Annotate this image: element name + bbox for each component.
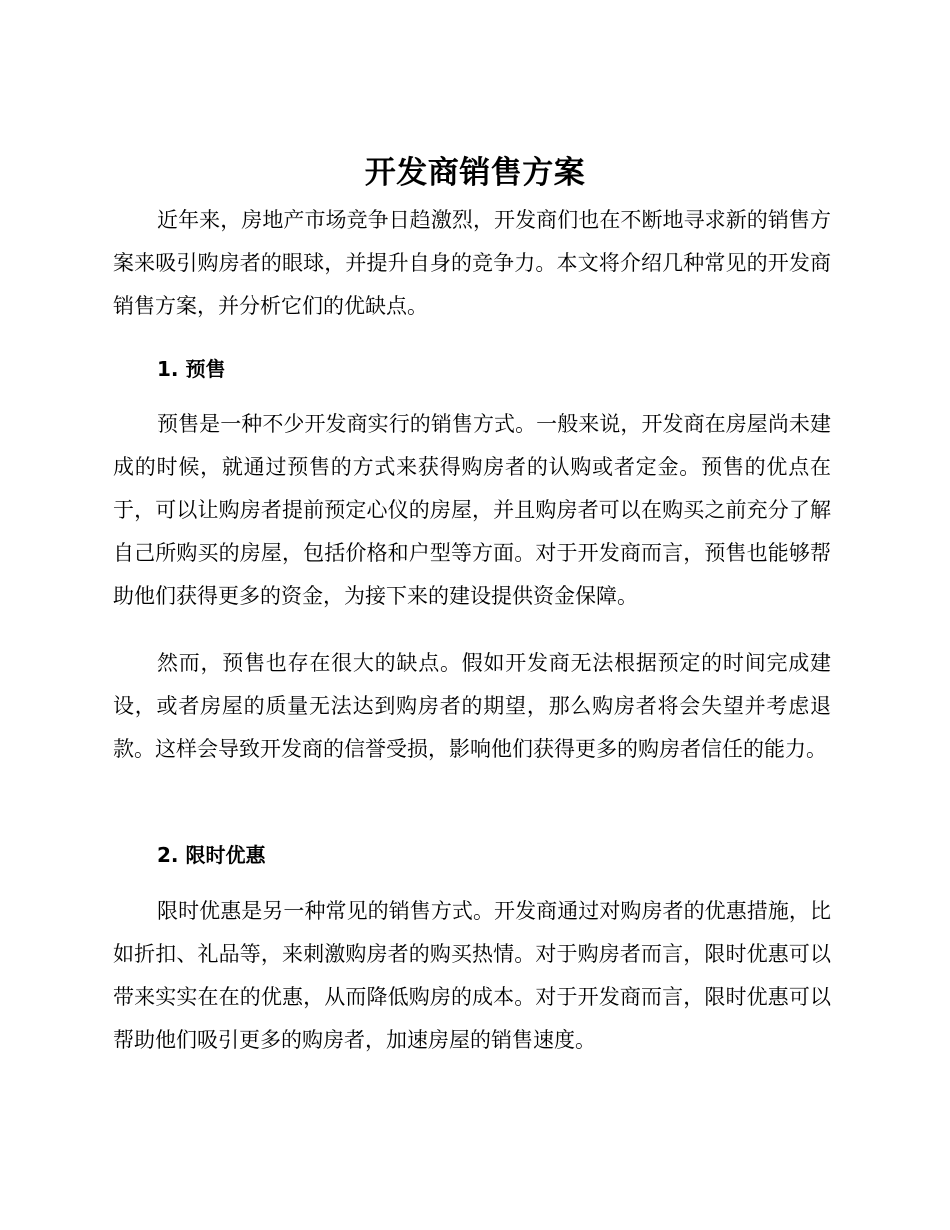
presale-paragraph-1: 预售是一种不少开发商实行的销售方式。一般来说，开发商在房屋尚未建成的时候，就通过预售的方式来获得购房者的认购或者定金。预售的优点在于，可以让购房者提前预定心仪的房屋，并且购房者可以在购买之前充分了解自己所购买的房屋，包括价格和户型等方面。对于开发商而言，预售也能够帮助他们获得更多的资金，为接下来的建设提供资金保障。: [113, 412, 831, 608]
section-heading-presale: 1. 预售: [157, 357, 226, 381]
presale-paragraph-2: 然而，预售也存在很大的缺点。假如开发商无法根据预定的时间完成建设，或者房屋的质量无法达到购房者的期望，那么购房者将会失望并考虑退款。这样会导致开发商的信誉受损，影响他们获得更多的购房者信任的能力。: [113, 651, 831, 761]
intro-paragraph: 近年来，房地产市场竞争日趋激烈，开发商们也在不断地寻求新的销售方案来吸引购房者的眼球，并提升自身的竞争力。本文将介绍几种常见的开发商销售方案，并分析它们的优缺点。: [113, 208, 831, 318]
document-title: 开发商销售方案: [364, 155, 586, 191]
section-heading-limited-offer: 2. 限时优惠: [157, 843, 266, 867]
limited-offer-paragraph-1: 限时优惠是另一种常见的销售方式。开发商通过对购房者的优惠措施，比如折扣、礼品等，来刺激购房者的购买热情。对于购房者而言，限时优惠可以带来实实在在的优惠，从而降低购房的成本。对于开发商而言，限时优惠可以帮助他们吸引更多的购房者，加速房屋的销售速度。: [113, 899, 831, 1052]
